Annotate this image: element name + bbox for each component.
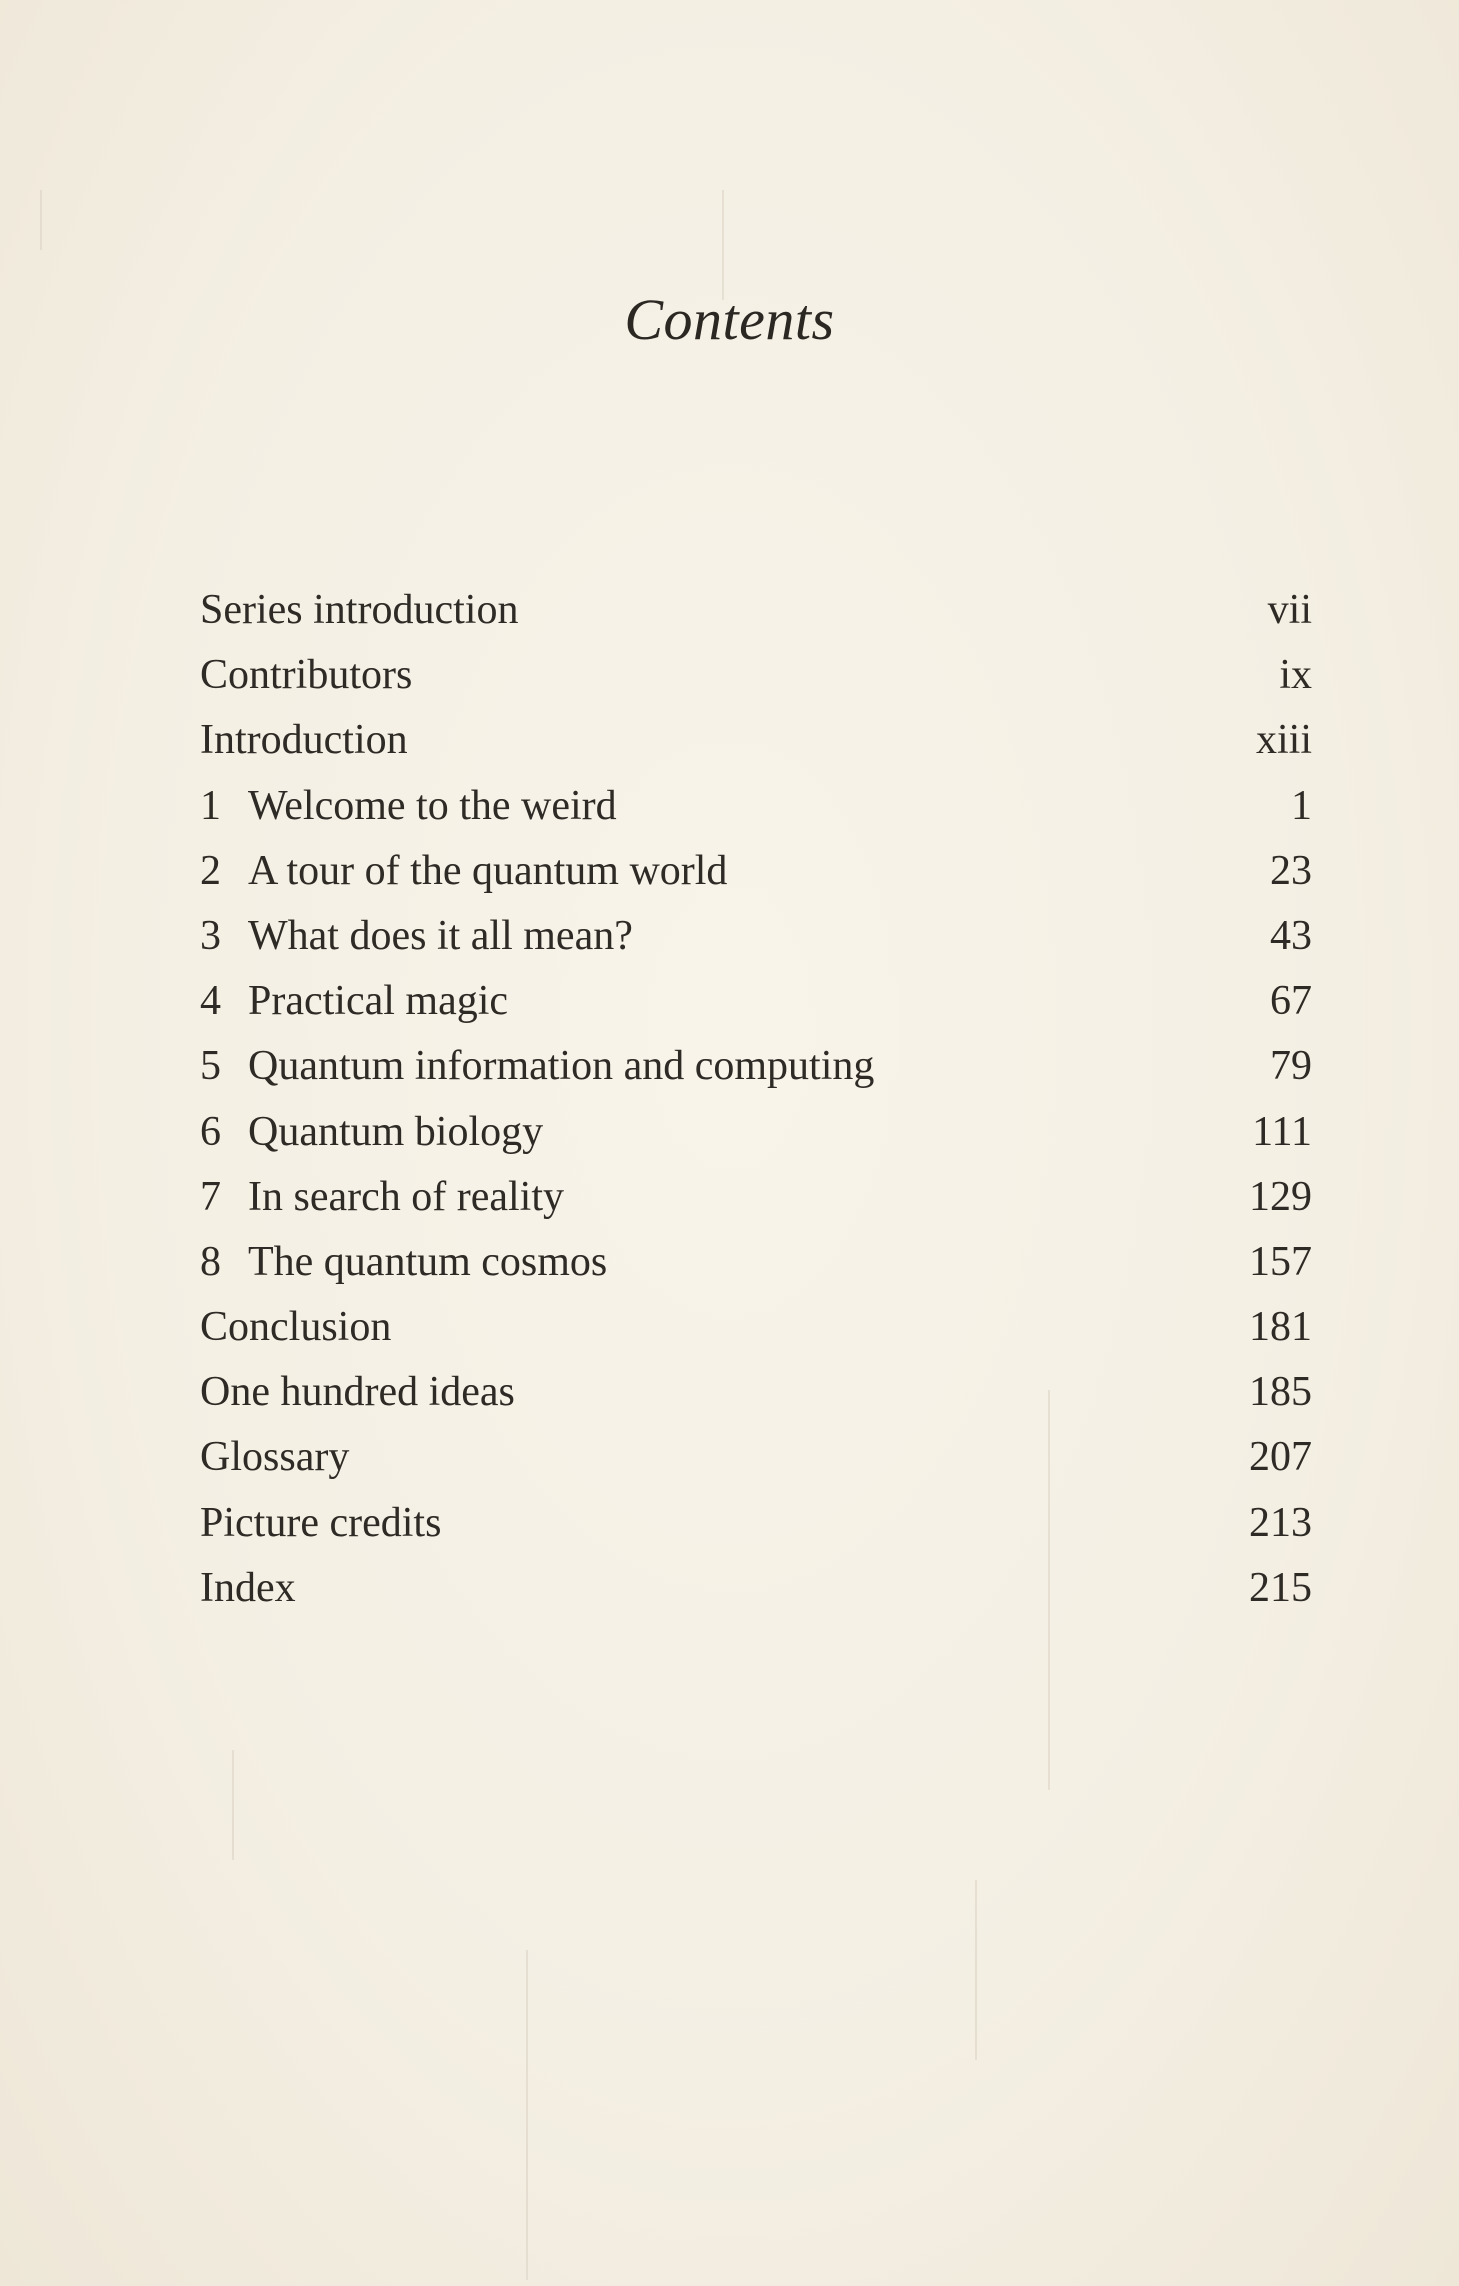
toc-entry-number: 5 [200, 1043, 221, 1090]
toc-entry-page: 157 [1249, 1238, 1312, 1285]
toc-entry-page: 215 [1249, 1564, 1312, 1611]
toc-entry-title: What does it all mean? [248, 912, 633, 959]
toc-entry-contributors [200, 643, 1312, 708]
toc-entry-page: xiii [1255, 717, 1312, 764]
toc-entry-page: vii [1267, 587, 1312, 633]
toc-entry-page: 207 [1249, 1434, 1312, 1481]
page-title: Contents [624, 287, 835, 352]
paper-scratch [722, 190, 724, 300]
toc-entry-title: A tour of the quantum world [248, 847, 728, 894]
toc-entry-number: 1 [200, 782, 221, 829]
paper-scratch [526, 1950, 528, 2280]
toc-entry-title: The quantum cosmos [248, 1238, 608, 1285]
toc-entry-page: 79 [1270, 1043, 1312, 1090]
toc-entry-glossary [200, 1425, 1312, 1490]
toc-entry-title: Picture credits [200, 1499, 442, 1546]
toc-entry-title: Glossary [200, 1434, 350, 1481]
toc-entry-chapter-4 [200, 969, 1312, 1034]
toc-entry-page: 1 [1291, 782, 1312, 829]
toc-entry-title: Welcome to the weird [248, 782, 617, 829]
toc-entry-page: 129 [1249, 1173, 1312, 1220]
toc-entry-page: 43 [1270, 912, 1312, 959]
toc-entry-number: 6 [200, 1108, 221, 1155]
toc-entry-chapter-2 [200, 839, 1312, 904]
toc-entry-title: Contributors [200, 652, 413, 699]
toc-entry-series-introduction [200, 578, 1312, 643]
toc-entry-picture-credits [200, 1491, 1312, 1556]
paper-scratch [232, 1750, 234, 1860]
paper-scratch [40, 190, 42, 250]
toc-entry-title: Quantum information and computing [248, 1043, 875, 1090]
toc-entry-title: Quantum biology [248, 1108, 544, 1155]
toc-entry-page: 67 [1270, 978, 1312, 1025]
toc-entry-chapter-5 [200, 1034, 1312, 1099]
toc-entry-number: 3 [200, 912, 221, 959]
toc-entry-chapter-1 [200, 774, 1312, 839]
toc-entry-chapter-7 [200, 1165, 1312, 1230]
toc-entry-page: ix [1279, 652, 1312, 699]
toc-entry-number: 8 [200, 1238, 221, 1285]
paper-scratch [975, 1880, 977, 2060]
toc-entry-chapter-3 [200, 904, 1312, 969]
toc-entry-title: One hundred ideas [200, 1369, 515, 1416]
toc-entry-number: 7 [200, 1173, 221, 1220]
toc-entry-page: 111 [1252, 1108, 1312, 1155]
toc-entry-index [200, 1556, 1312, 1621]
toc-entry-chapter-6 [200, 1100, 1312, 1165]
toc-entry-page: 213 [1249, 1499, 1312, 1546]
toc-entry-page: 185 [1249, 1369, 1312, 1416]
toc-entry-page: 23 [1270, 847, 1312, 894]
toc-entry-number: 2 [200, 847, 221, 894]
toc-entry-one-hundred-ideas [200, 1360, 1312, 1425]
toc-entry-number: 4 [200, 978, 221, 1025]
toc-entry-title: Practical magic [248, 978, 509, 1025]
toc-entry-introduction [200, 708, 1312, 773]
toc-entry-title: Series introduction [200, 587, 519, 633]
toc-entry-page: 181 [1249, 1304, 1312, 1351]
toc-entry-title: Introduction [200, 717, 408, 764]
toc-entry-chapter-8 [200, 1230, 1312, 1295]
toc-entry-title: Conclusion [200, 1304, 392, 1351]
toc-entry-title: Index [200, 1564, 296, 1611]
toc-entry-title: In search of reality [248, 1173, 565, 1220]
toc-entry-conclusion [200, 1295, 1312, 1360]
table-of-contents [200, 578, 1312, 1621]
